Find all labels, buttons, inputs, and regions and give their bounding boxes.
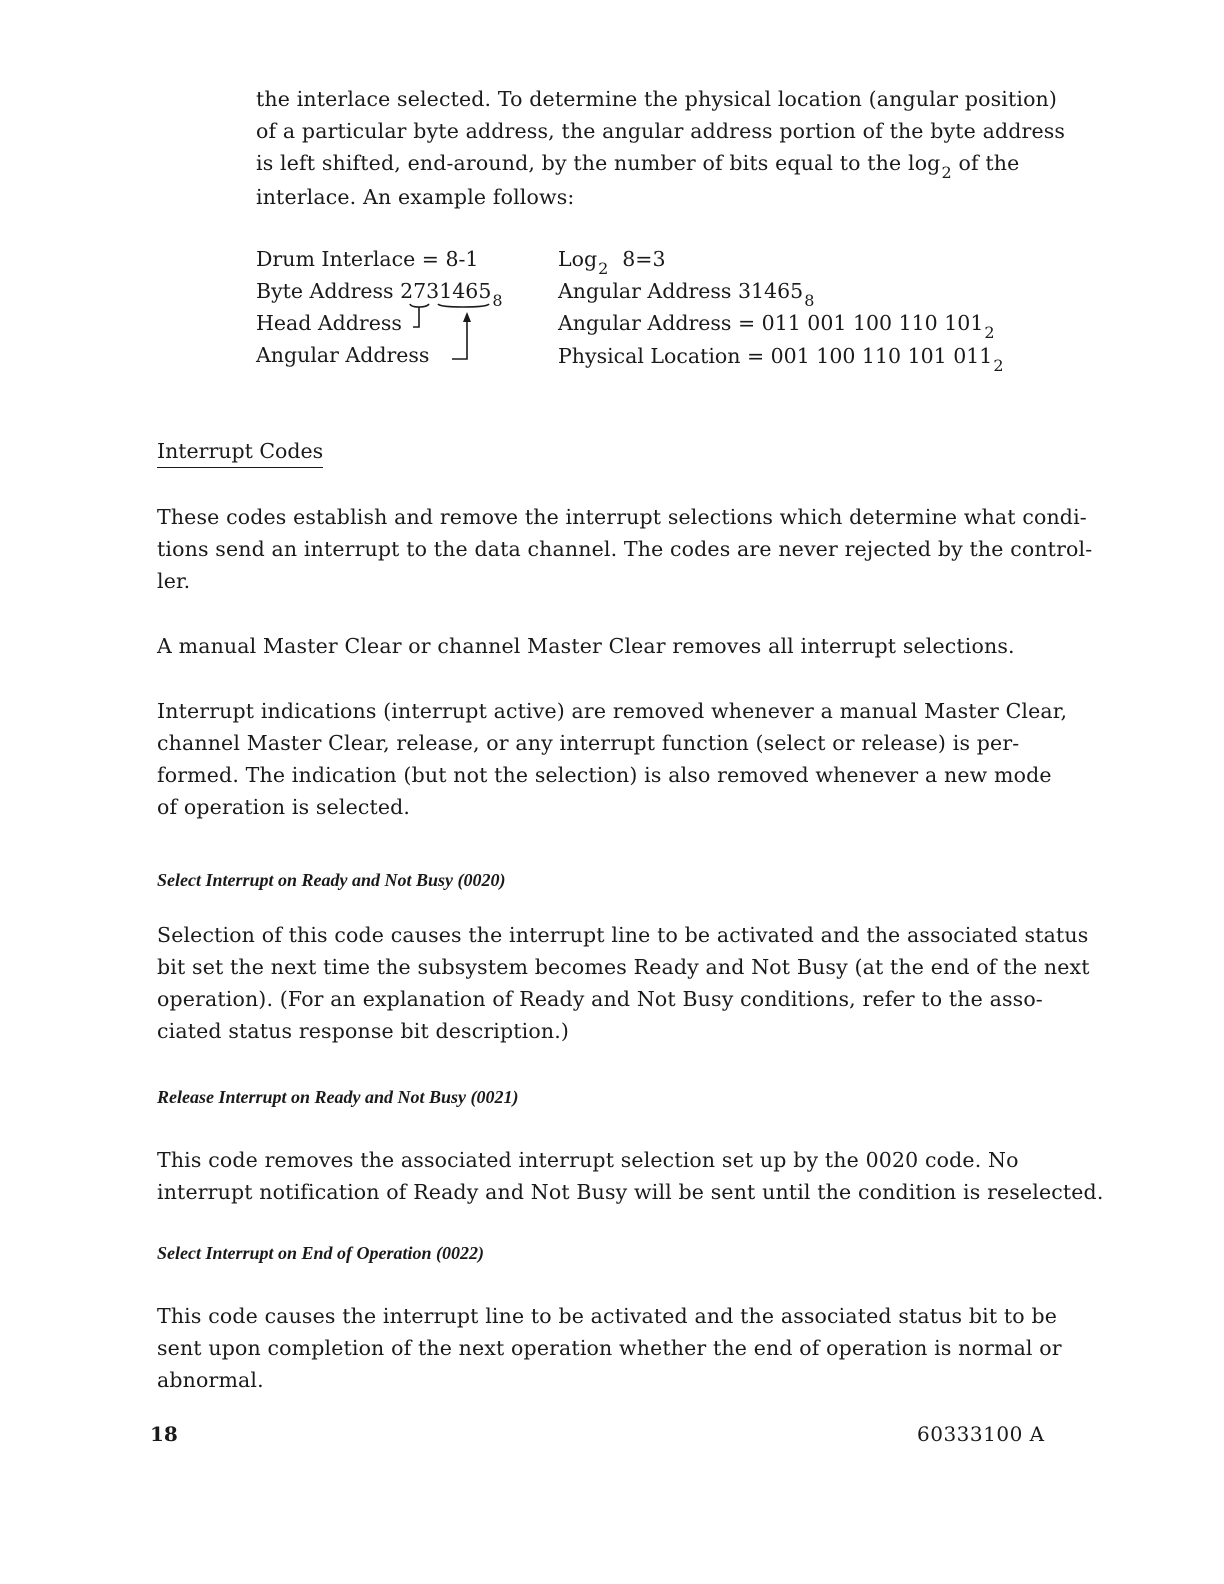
- angular-address-label: Angular Address: [256, 343, 430, 367]
- log-base-subscript: 2: [941, 163, 952, 182]
- paragraph-line: operation). (For an explanation of Ready and Not Busy conditions, refer to the asso-: [157, 987, 1043, 1011]
- paragraph-line: tions send an interrupt to the data channel. The codes are never rejected by the control-: [157, 537, 1093, 561]
- paragraph-line: Selection of this code causes the interrupt line to be activated and the associated status: [157, 923, 1089, 947]
- angular-address-octal-text: Angular Address 31465: [558, 279, 804, 303]
- intro-line-2: of a particular byte address, the angular address portion of the byte address: [256, 119, 1066, 143]
- intro-line-1: the interlace selected. To determine the physical location (angular position): [256, 87, 1058, 111]
- log-base: 2: [598, 259, 609, 278]
- paragraph-0020: [157, 919, 1090, 1047]
- paragraph-line: sent upon completion of the next operation whether the end of operation is normal or: [157, 1336, 1062, 1360]
- paragraph-line: of operation is selected.: [157, 795, 411, 819]
- intro-line-4: interlace. An example follows:: [256, 185, 575, 209]
- log-label: Log: [558, 247, 598, 271]
- angular-address-binary: [558, 311, 995, 342]
- subheading-0020: Select Interrupt on Ready and Not Busy (0020): [157, 870, 506, 890]
- paragraph-line: formed. The indication (but not the selection) is also removed whenever a new mode: [157, 763, 1052, 787]
- byte-address-head-digits: 27: [400, 279, 427, 303]
- section-heading: Interrupt Codes: [157, 438, 323, 468]
- paragraph-line: channel Master Clear, release, or any interrupt function (select or release) is per-: [157, 731, 1020, 755]
- paragraph-line: ler.: [157, 569, 191, 593]
- paragraph-line: abnormal.: [157, 1368, 264, 1392]
- angular-arrowhead-icon: [463, 312, 471, 322]
- head-address-arrow: [413, 307, 419, 327]
- angular-address-bracket: [452, 314, 467, 359]
- paragraph-line: bit set the next time the subsystem becomes Ready and Not Busy (at the end of the next: [157, 955, 1090, 979]
- byte-address-label: Byte Address: [256, 279, 401, 303]
- paragraph-line: This code causes the interrupt line to be activated and the associated status bit to be: [157, 1304, 1058, 1328]
- paragraph-line: Interrupt indications (interrupt active) are removed whenever a manual Master Clear,: [157, 699, 1068, 723]
- log-expression: [558, 247, 666, 278]
- intro-paragraph: [256, 83, 1065, 213]
- byte-address: [256, 279, 503, 310]
- log-value: 8=3: [622, 247, 666, 271]
- physical-location-text: Physical Location = 001 100 110 101 011: [558, 344, 993, 368]
- subheading-0021: Release Interrupt on Ready and Not Busy (0021): [157, 1087, 519, 1107]
- intro-line-3-text: is left shifted, end-around, by the number of bits equal to the log: [256, 151, 941, 175]
- paragraph-indications: [157, 695, 1067, 823]
- physical-location-base: 2: [993, 356, 1004, 375]
- byte-address-base: 8: [492, 291, 503, 310]
- angular-address-octal-base: 8: [804, 291, 815, 310]
- intro-line-3-tail: of the: [951, 151, 1020, 175]
- head-address: Head Address: [256, 311, 402, 335]
- paragraph-0021: [157, 1144, 1103, 1208]
- paragraph-line: This code removes the associated interrupt selection set up by the 0020 code. No: [157, 1148, 1019, 1172]
- paragraph-line: A manual Master Clear or channel Master Clear removes all interrupt selections.: [157, 634, 1015, 658]
- physical-location: [558, 344, 1004, 375]
- subheading-0022: Select Interrupt on End of Operation (0022): [157, 1243, 485, 1263]
- angular-address-binary-text: Angular Address = 011 001 100 110 101: [558, 311, 984, 335]
- paragraph-line: interrupt notification of Ready and Not Busy will be sent until the condition is reselected.: [157, 1180, 1104, 1204]
- page-number: 18: [150, 1422, 178, 1446]
- drum-interlace: Drum Interlace = 8-1: [256, 247, 479, 271]
- angular-address-octal: [558, 279, 815, 310]
- angular-address-binary-base: 2: [984, 323, 995, 342]
- paragraph-codes: [157, 501, 1092, 597]
- paragraph-line: ciated status response bit description.): [157, 1019, 570, 1043]
- document-code: 60333100 A: [917, 1422, 1045, 1446]
- byte-address-angular-digits: 31465: [426, 279, 492, 303]
- paragraph-line: These codes establish and remove the interrupt selections which determine what condi-: [157, 505, 1087, 529]
- paragraph-master-clear: [157, 630, 1015, 662]
- paragraph-0022: [157, 1300, 1062, 1396]
- intro-line-3: [256, 147, 1065, 181]
